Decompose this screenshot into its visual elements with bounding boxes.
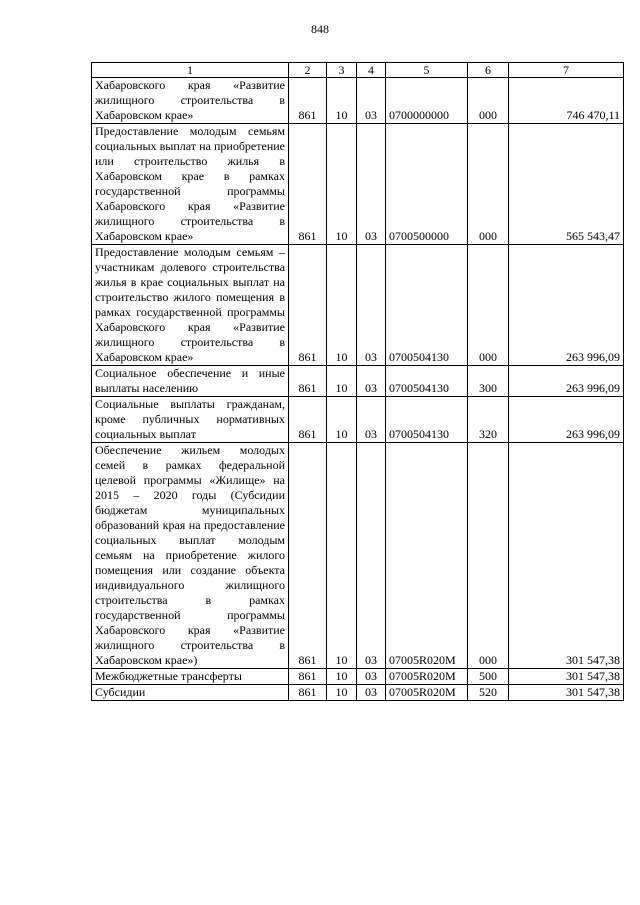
row-gr: 861 <box>289 669 327 685</box>
row-rz: 10 <box>327 397 357 443</box>
row-rz: 10 <box>327 245 357 366</box>
row-pr: 03 <box>357 669 386 685</box>
column-header: 3 <box>327 63 357 78</box>
row-rz: 10 <box>327 443 357 669</box>
table-header-row <box>92 63 624 78</box>
table-row <box>92 245 624 366</box>
row-name: Предоставление молодым семьям – участникам долевого строительства жилья в крае социальных выплат на строительство жилого помещения в рамках государственной программы Хабаровского края «Развитие жилищного строительства в Хабаровском крае» <box>92 245 289 366</box>
column-header: 1 <box>92 63 289 78</box>
row-amount: 565 543,47 <box>509 124 624 245</box>
row-csr: 0700504130 <box>386 366 468 397</box>
row-pr: 03 <box>357 366 386 397</box>
row-rz: 10 <box>327 669 357 685</box>
row-name: Социальные выплаты гражданам, кроме публичных нормативных социальных выплат <box>92 397 289 443</box>
row-pr: 03 <box>357 245 386 366</box>
column-header: 4 <box>357 63 386 78</box>
column-header: 6 <box>468 63 509 78</box>
row-name: Межбюджетные трансферты <box>92 669 289 685</box>
row-csr: 07005R020M <box>386 669 468 685</box>
row-amount: 263 996,09 <box>509 397 624 443</box>
row-rz: 10 <box>327 124 357 245</box>
table-row <box>92 443 624 669</box>
row-vr: 520 <box>468 685 509 701</box>
row-vr: 000 <box>468 245 509 366</box>
row-amount: 301 547,38 <box>509 669 624 685</box>
row-name: Хабаровского края «Развитие жилищного строительства в Хабаровском крае» <box>92 78 289 124</box>
row-rz: 10 <box>327 366 357 397</box>
budget-table <box>91 62 624 701</box>
row-gr: 861 <box>289 78 327 124</box>
table-row <box>92 366 624 397</box>
row-name: Субсидии <box>92 685 289 701</box>
row-pr: 03 <box>357 124 386 245</box>
row-vr: 000 <box>468 78 509 124</box>
row-pr: 03 <box>357 685 386 701</box>
table-row <box>92 397 624 443</box>
row-csr: 0700504130 <box>386 245 468 366</box>
row-amount: 263 996,09 <box>509 245 624 366</box>
row-name: Обеспечение жильем молодых семей в рамках федеральной целевой программы «Жилище» на 2015 – 2020 годы (Субсидии бюджетам муниципальных образований края на предоставление социальных выплат молодым семьям на приобретение жилого помещения или создание объекта индивидуального жилищного строительства в рамках государственной программы Хабаровского края «Развитие жилищного строительства в Хабаровском крае») <box>92 443 289 669</box>
row-amount: 263 996,09 <box>509 366 624 397</box>
row-amount: 746 470,11 <box>509 78 624 124</box>
row-gr: 861 <box>289 366 327 397</box>
row-csr: 07005R020M <box>386 685 468 701</box>
column-header: 5 <box>386 63 468 78</box>
row-vr: 320 <box>468 397 509 443</box>
row-name: Социальное обеспечение и иные выплаты населению <box>92 366 289 397</box>
row-rz: 10 <box>327 685 357 701</box>
row-pr: 03 <box>357 397 386 443</box>
table-row <box>92 669 624 685</box>
row-amount: 301 547,38 <box>509 685 624 701</box>
row-vr: 000 <box>468 124 509 245</box>
row-gr: 861 <box>289 124 327 245</box>
row-gr: 861 <box>289 685 327 701</box>
row-csr: 0700000000 <box>386 78 468 124</box>
column-header: 2 <box>289 63 327 78</box>
row-csr: 0700504130 <box>386 397 468 443</box>
row-pr: 03 <box>357 78 386 124</box>
table-row <box>92 124 624 245</box>
row-gr: 861 <box>289 397 327 443</box>
row-pr: 03 <box>357 443 386 669</box>
page-number: 848 <box>311 22 329 36</box>
row-amount: 301 547,38 <box>509 443 624 669</box>
table-row <box>92 78 624 124</box>
table-row <box>92 685 624 701</box>
row-name: Предоставление молодым семьям социальных выплат на приобретение или строительство жилья в Хабаровском крае в рамках государственной программы Хабаровского края «Развитие жилищного строительства в Хабаровском крае» <box>92 124 289 245</box>
row-rz: 10 <box>327 78 357 124</box>
row-gr: 861 <box>289 245 327 366</box>
row-vr: 300 <box>468 366 509 397</box>
row-csr: 0700500000 <box>386 124 468 245</box>
row-vr: 500 <box>468 669 509 685</box>
row-vr: 000 <box>468 443 509 669</box>
row-csr: 07005R020M <box>386 443 468 669</box>
row-gr: 861 <box>289 443 327 669</box>
column-header: 7 <box>509 63 624 78</box>
